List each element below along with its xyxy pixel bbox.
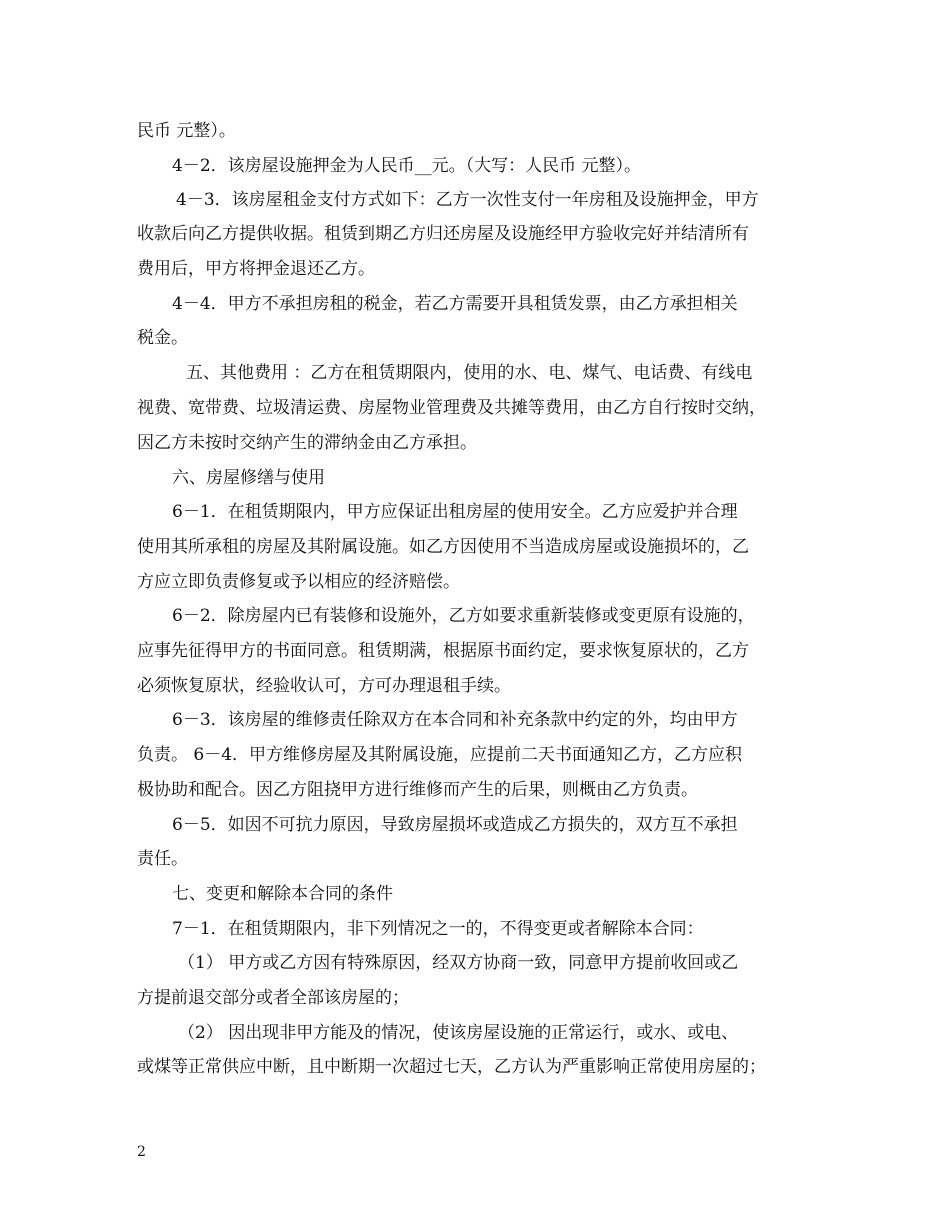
text-line: 费用后，甲方将押金退还乙方。 (137, 259, 375, 279)
text-line: 税金。 (137, 328, 188, 348)
text-line: 民币 元整）。 (137, 121, 236, 141)
text-line: 收款后向乙方提供收据。租赁到期乙方归还房屋及设施经甲方验收完好并结清所有 (137, 224, 749, 244)
text-line: （2） 因出现非甲方能及的情况，使该房屋设施的正常运行，或水、或电、 (178, 1023, 739, 1043)
text-line: 五、其他费用 ：乙方在租赁期限内，使用的水、电、煤气、电话费、有线电 (186, 363, 753, 383)
text-line: 7－1．在租赁期限内，非下列情况之一的，不得变更或者解除本合同： (172, 919, 704, 939)
text-line: 方应立即负责修复或予以相应的经济赔偿。 (137, 572, 460, 592)
text-line: 责任。 (137, 849, 188, 869)
text-line: 应事先征得甲方的书面同意。租赁期满，根据原书面约定，要求恢复原状的，乙方 (137, 641, 749, 661)
section-heading: 七、变更和解除本合同的条件 (172, 884, 393, 904)
text-line: 必须恢复原状，经验收认可，方可办理退租手续。 (137, 676, 511, 696)
text-line: 负责。 6－4．甲方维修房屋及其附属设施，应提前二天书面通知乙方，乙方应积 (137, 745, 743, 765)
text-line: 因乙方未按时交纳产生的滞纳金由乙方承担。 (137, 433, 477, 453)
section-heading: 六、房屋修缮与使用 (172, 468, 325, 488)
text-line: 4－3．该房屋租金支付方式如下：乙方一次性支付一年房租及设施押金，甲方 (176, 190, 759, 210)
text-line: 视费、宽带费、垃圾清运费、房屋物业管理费及共摊等费用，由乙方自行按时交纳， (137, 398, 766, 418)
text-line: 6－1．在租赁期限内，甲方应保证出租房屋的使用安全。乙方应爱护并合理 (172, 502, 738, 522)
text-line: 方提前退交部分或者全部该房屋的； (137, 988, 409, 1008)
text-line: 使用其所承租的房屋及其附属设施。如乙方因使用不当造成房屋或设施损坏的，乙 (137, 537, 749, 557)
text-line: 6－5．如因不可抗力原因，导致房屋损坏或造成乙方损失的，双方互不承担 (172, 815, 738, 835)
text-line: （1） 甲方或乙方因有特殊原因，经双方协商一致，同意甲方提前收回或乙 (178, 953, 739, 973)
text-line: 4－2．该房屋设施押金为人民币__元。（大写：人民币 元整）。 (172, 156, 642, 176)
text-line: 极协助和配合。因乙方阻挠甲方进行维修而产生的后果，则概由乙方负责。 (137, 780, 698, 800)
text-line: 或煤等正常供应中断，且中断期一次超过七天，乙方认为严重影响正常使用房屋的； (137, 1057, 766, 1077)
page-number: 2 (137, 1144, 146, 1160)
text-line: 4－4．甲方不承担房租的税金，若乙方需要开具租赁发票，由乙方承担相关 (172, 294, 738, 314)
text-line: 6－2．除房屋内已有装修和设施外，乙方如要求重新装修或变更原有设施的， (172, 606, 755, 626)
text-line: 6－3．该房屋的维修责任除双方在本合同和补充条款中约定的外，均由甲方 (172, 710, 738, 730)
